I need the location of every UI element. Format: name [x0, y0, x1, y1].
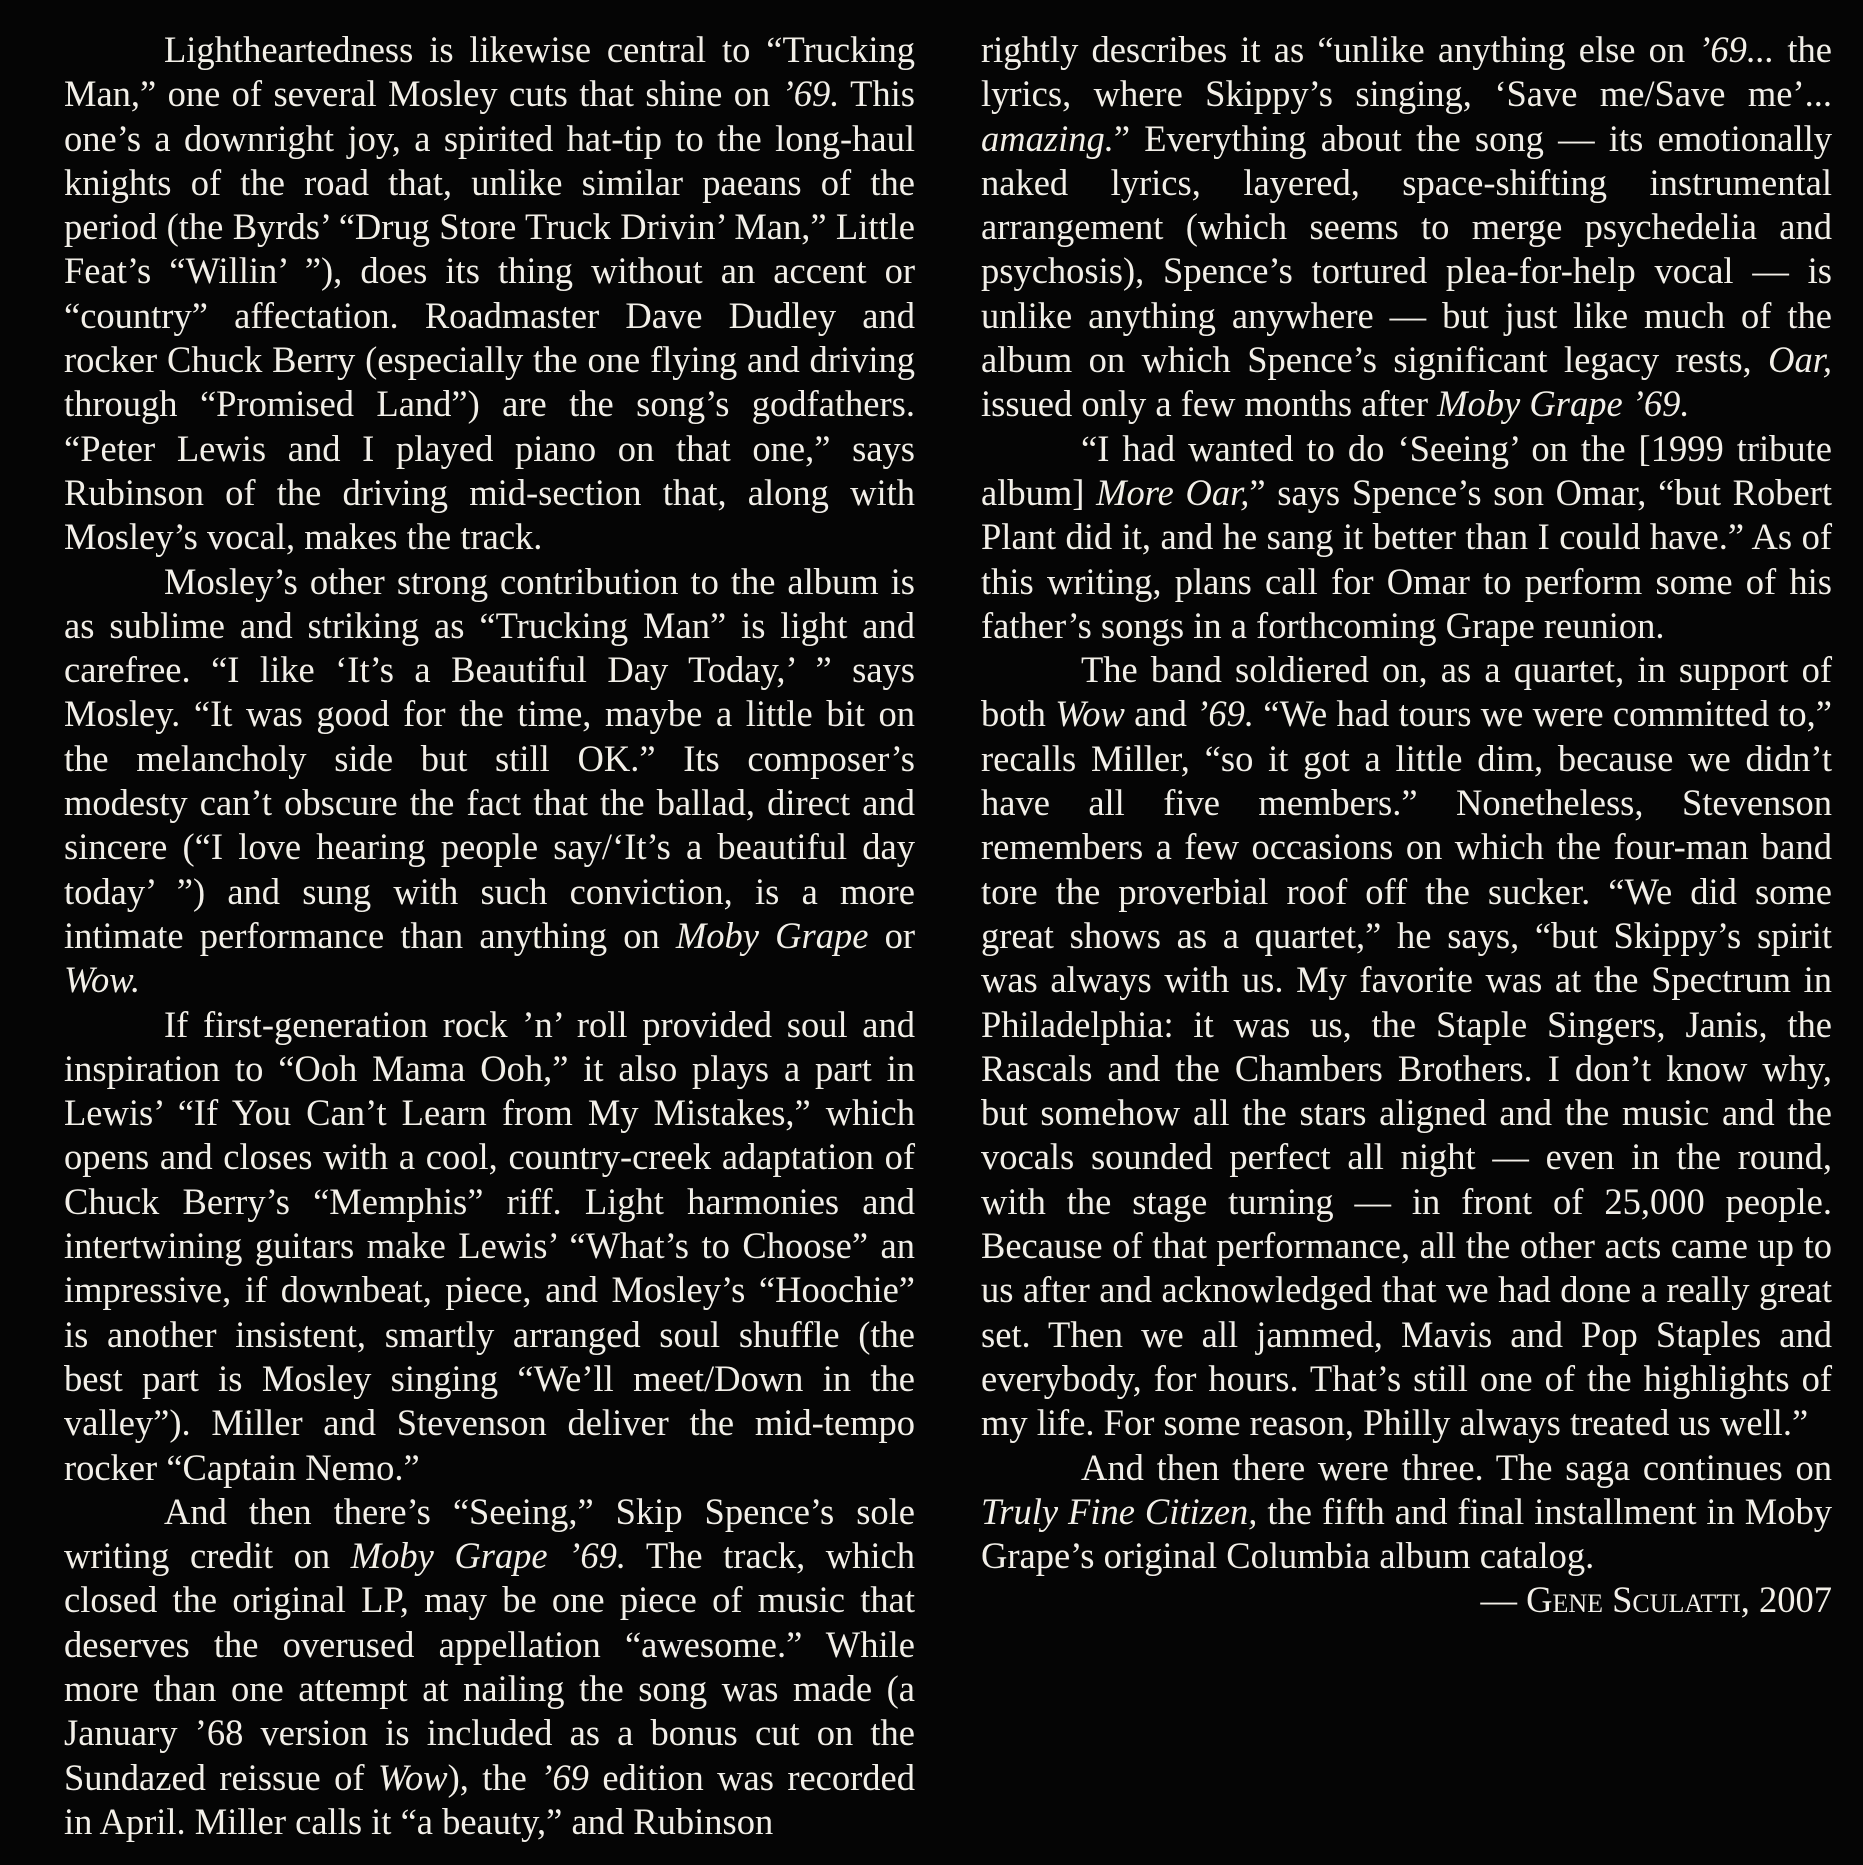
italic-word: amazing.: [981, 117, 1114, 159]
paragraph-rock-n-roll: [64, 1003, 915, 1490]
paragraph-quartet: [981, 648, 1832, 1445]
text-run: or: [868, 914, 915, 956]
text-run: This one’s a downright joy, a spirited hat-tip to the long-haul knights of the road that, unlike similar paeans of the period (the Byrds’ “Drug Store Truck Drivin’ Man,” Little Feat’s “Willin’ ”), does its thing without an accent or “country” affectation. Roadmaster Dave Dudley and rocker Chuck Berry (especially the one flying and driving through “Promised Land”) are the song’s godfathers. “Peter Lewis and I played piano on that one,” says Rubinson of the driving mid-section that, along with Mosley’s vocal, makes the track.: [64, 73, 915, 558]
italic-title: Wow: [377, 1756, 448, 1798]
text-run: and: [1124, 693, 1197, 735]
italic-title: Wow.: [64, 959, 141, 1001]
text-run: And then there’s “Seeing,” Skip Spence’s sole writing credit on: [64, 1490, 915, 1577]
italic-title: ’69: [540, 1756, 589, 1798]
paragraph-beautiful-day: [64, 560, 915, 1003]
signature-year: , 2007: [1740, 1579, 1832, 1621]
text-run: Lightheartedness is likewise central to “Trucking Man,” one of several Mosley cuts that shine on: [64, 29, 915, 115]
text-run: the fifth and final installment in Moby Grape’s original Columbia album catalog.: [981, 1490, 1832, 1577]
author-name: Gene Sculatti: [1526, 1579, 1741, 1621]
paragraph-then-there-were-three: [981, 1446, 1832, 1579]
text-run: rightly describes it as “unlike anything else on: [981, 29, 1699, 70]
italic-title: ’69.: [781, 73, 840, 115]
text-run: “We had tours we were committed to,” recalls Miller, “so it got a little dim, because we didn’t have all five members.” Nonetheless, Stevenson remembers a few occasions on which the four-man band tore the proverbial roof off the sucker. “We did some great shows as a quartet,” he says, “but Skippy’s spirit was always with us. My favorite was at the Spectrum in Philadelphia: it was us, the Staple Singers, Janis, the Rascals and the Chambers Brothers. I don’t know why, but somehow all the stars aligned and the music and the vocals sounded perfect all night — even in the round, with the stage turning — in front of 25,000 people. Because of that performance, all the other acts came up to us after and acknowledged that we had done a really great set. Then we all jammed, Mavis and Pop Staples and everybody, for hours. That’s still one of the highlights of my life. For some reason, Philly always treated us well.”: [981, 693, 1832, 1444]
text-run: The band soldiered on, as a quartet, in support of both: [981, 649, 1832, 735]
paragraph-seeing-continued: [981, 28, 1832, 427]
italic-title: Truly Fine Citizen,: [981, 1490, 1258, 1532]
text-run: “I had wanted to do ‘Seeing’ on the [1999 tribute album]: [981, 427, 1832, 513]
paragraph-more-oar: [981, 427, 1832, 648]
text-run: the lyrics, where Skippy’s singing, ‘Save me/Save me’...: [981, 29, 1832, 115]
text-run: Mosley’s other strong contribution to the album is as sublime and striking as “Trucking Man” is light and carefree. “I like ‘It’s a Beautiful Day Today,’ ” says Mosley. “It was good for the time, maybe a little bit on the melancholy side but still OK.” Its composer’s modesty can’t obscure the fact that the ballad, direct and sincere (“I love hearing people say/‘It’s a beautiful day today’ ”) and sung with such conviction, is a more intimate performance than anything on: [64, 560, 915, 956]
italic-title: Moby Grape ’69.: [1437, 383, 1690, 425]
text-run: ” Everything about the song — its emotionally naked lyrics, layered, space-shifting instrumental arrangement (which seems to merge psychedelia and psychosis), Spence’s tortured plea-for-help vocal — is unlike anything anywhere — but just like much of the album on which Spence’s significant legacy rests,: [981, 117, 1832, 381]
text-run: issued only a few months after: [981, 383, 1438, 425]
signature-dash: —: [1480, 1579, 1527, 1621]
text-run: If first-generation rock ’n’ roll provided soul and inspiration to “Ooh Mama Ooh,” it also plays a part in Lewis’ “If You Can’t Learn from My Mistakes,” which opens and closes with a cool, country-creek adaptation of Chuck Berry’s “Memphis” riff. Light harmonies and intertwining guitars make Lewis’ “What’s to Choose” an impressive, if downbeat, piece, and Mosley’s “Hoochie” is another insistent, smartly arranged soul shuffle (the best part is Mosley singing “We’ll meet/Down in the valley”). Miller and Stevenson deliver the mid-tempo rocker “Captain Nemo.”: [64, 1003, 915, 1488]
italic-title: More Oar,: [1096, 471, 1250, 513]
italic-title: ’69.: [1196, 693, 1254, 735]
text-run: edition was recorded in April. Miller calls it “a beauty,” and Rubinson: [64, 1756, 915, 1842]
paragraph-trucking-man: [64, 28, 915, 560]
text-run: The track, which closed the original LP, may be one piece of music that deserves the overused appellation “awesome.” While more than one attempt at nailing the song was made (a January ’68 version is included as a bonus cut on the Sundazed reissue of: [64, 1535, 915, 1798]
italic-title: Oar,: [1768, 339, 1832, 381]
left-column: [64, 28, 915, 1844]
text-run: And then there were three. The saga continues on: [1081, 1446, 1832, 1488]
paragraph-seeing: [64, 1490, 915, 1844]
right-column: [981, 28, 1832, 1623]
text-run: ” says Spence’s son Omar, “but Robert Plant did it, and he sang it better than I could have.” As of this writing, plans call for Omar to perform some of his father’s songs in a forthcoming Grape reunion.: [981, 471, 1833, 646]
italic-title: Moby Grape ’69.: [350, 1535, 626, 1577]
text-run: ), the: [447, 1756, 541, 1798]
author-signature: [981, 1578, 1832, 1622]
italic-title: Wow: [1055, 693, 1125, 735]
italic-title: Moby Grape: [675, 914, 869, 956]
italic-title: ’69...: [1698, 29, 1775, 70]
